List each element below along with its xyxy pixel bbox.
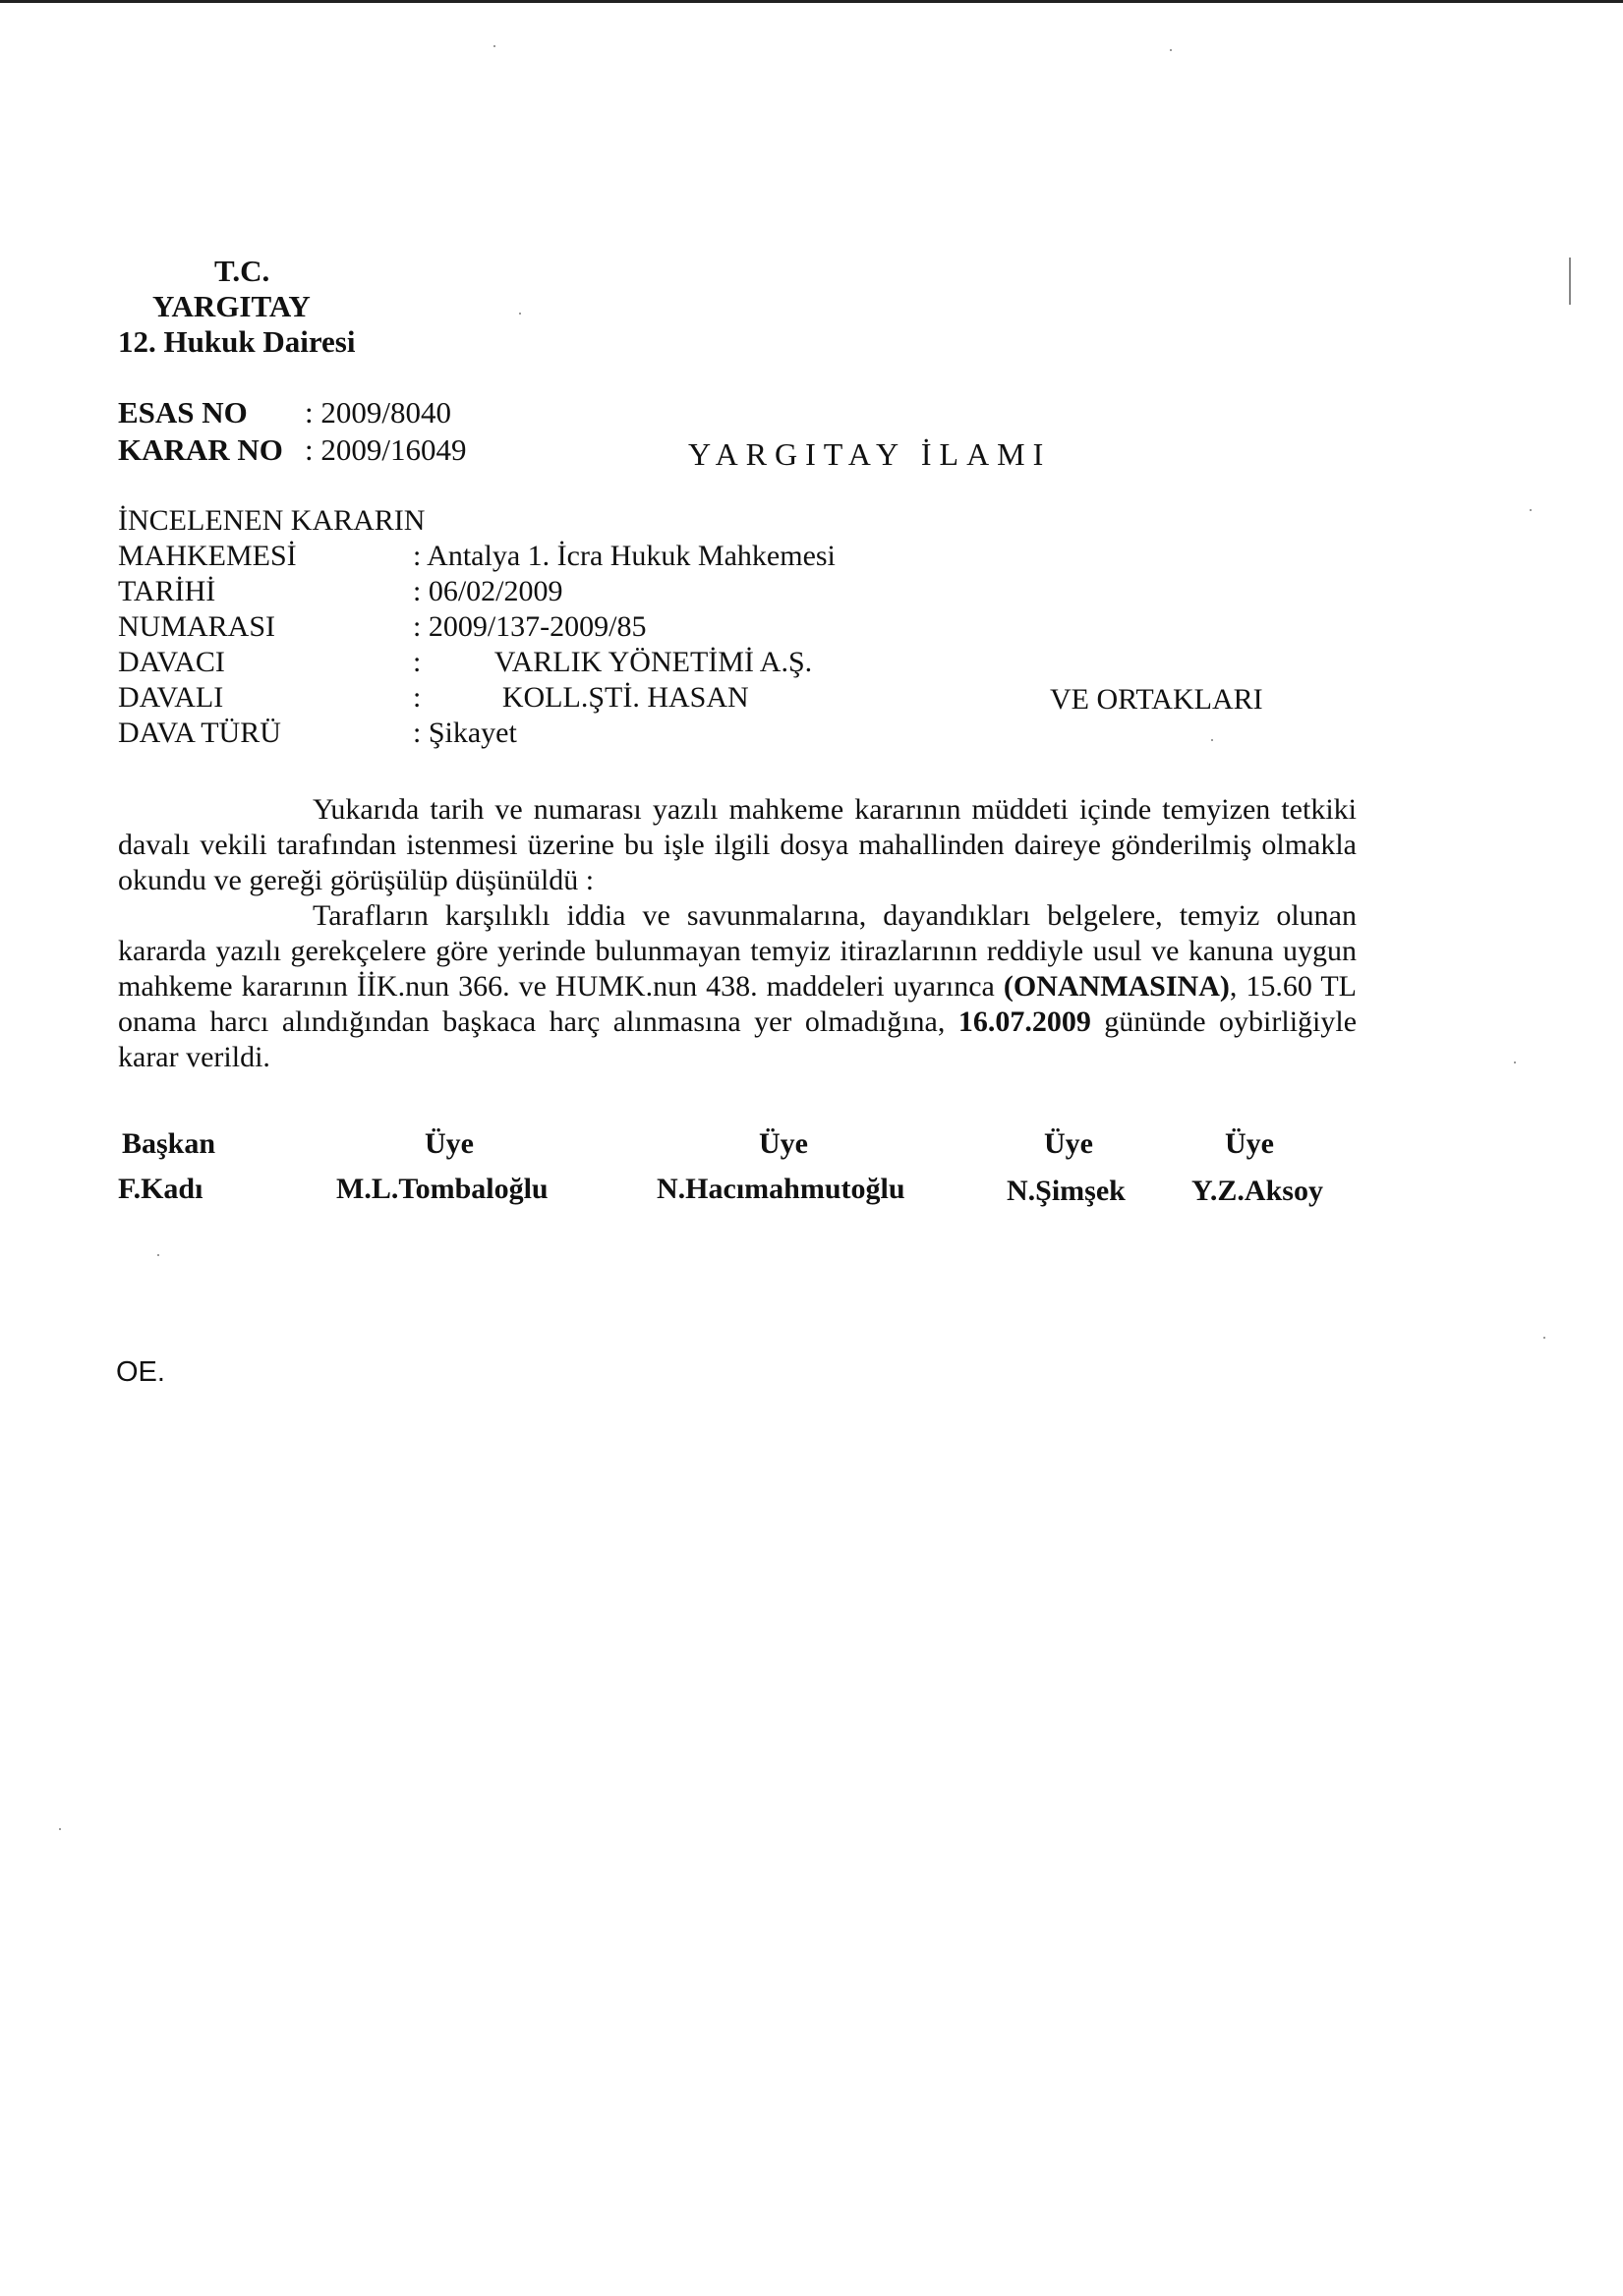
scan-speck bbox=[1530, 509, 1532, 511]
scan-speck bbox=[59, 1828, 61, 1830]
header-court: YARGITAY bbox=[152, 289, 311, 323]
onanmasina-text: (ONANMASINA) bbox=[1003, 970, 1230, 1003]
signature-title-uye-1: Üye bbox=[425, 1127, 474, 1160]
field-label-mahkemesi: MAHKEMESİ bbox=[118, 540, 297, 572]
decision-date: 16.07.2009 bbox=[957, 1005, 1091, 1038]
field-value-dava-turu: : Şikayet bbox=[413, 717, 517, 749]
scan-speck bbox=[157, 1254, 159, 1256]
scan-speck bbox=[1514, 1062, 1516, 1063]
signature-name-uye-3: N.Şimşek bbox=[1007, 1175, 1126, 1207]
field-value-davali: : KOLL.ŞTİ. HASAN bbox=[413, 681, 749, 714]
reviewed-heading: İNCELENEN KARARIN bbox=[118, 504, 426, 537]
body-para2-text-b: , 15.60 TL onama harcı alındığından başkaca harç alınmasına yer olmadığına, bbox=[118, 970, 1357, 1038]
body-para2-text-c: gününde oybirliğiyle karar verildi. bbox=[118, 1005, 1358, 1073]
signature-title-uye-3: Üye bbox=[1044, 1127, 1093, 1160]
scan-speck bbox=[519, 313, 521, 315]
field-value-davaci: : VARLIK YÖNETİMİ A.Ş. bbox=[413, 646, 813, 678]
header-country: T.C. bbox=[214, 254, 270, 288]
field-label-numarasi: NUMARASI bbox=[118, 610, 276, 643]
signature-title-uye-2: Üye bbox=[759, 1127, 808, 1160]
header-chamber: 12. Hukuk Dairesi bbox=[118, 324, 356, 359]
defendant-suffix: VE ORTAKLARI bbox=[1050, 683, 1263, 716]
field-label-davali: DAVALI bbox=[118, 681, 224, 714]
signature-name-uye-4: Y.Z.Aksoy bbox=[1191, 1175, 1323, 1207]
signature-title-baskan: Başkan bbox=[122, 1127, 216, 1160]
signature-name-uye-1: M.L.Tombaloğlu bbox=[336, 1173, 549, 1205]
signature-name-baskan: F.Kadı bbox=[118, 1173, 203, 1205]
scan-speck bbox=[1211, 739, 1213, 741]
scan-speck bbox=[493, 45, 495, 47]
esas-label: ESAS NO bbox=[118, 395, 248, 430]
field-value-mahkemesi: : Antalya 1. İcra Hukuk Mahkemesi bbox=[413, 540, 836, 572]
field-label-tarihi: TARİHİ bbox=[118, 575, 216, 607]
document-title: YARGITAY İLAMI bbox=[688, 436, 1052, 472]
scan-speck bbox=[1170, 49, 1172, 51]
decision-body bbox=[118, 792, 1357, 1075]
body-paragraph-1: Yukarıda tarih ve numarası yazılı mahkeme kararının müddeti içinde temyizen tetkiki davalı vekili tarafından istenmesi üzerine bu işle ilgili dosya mahallinden daireye gönderilmiş olmakla okundu ve gereği görüşülüp düşünüldü : bbox=[118, 793, 1357, 896]
karar-label: KARAR NO bbox=[118, 432, 283, 467]
esas-value: : 2009/8040 bbox=[305, 395, 451, 430]
typist-initials: OE. bbox=[116, 1356, 165, 1388]
field-value-tarihi: : 06/02/2009 bbox=[413, 575, 563, 607]
signature-title-uye-4: Üye bbox=[1225, 1127, 1274, 1160]
field-label-dava-turu: DAVA TÜRÜ bbox=[118, 717, 281, 749]
signature-name-uye-2: N.Hacımahmutoğlu bbox=[657, 1173, 905, 1205]
scan-speck bbox=[1543, 1337, 1545, 1339]
top-scan-border bbox=[0, 0, 1623, 3]
karar-value: : 2009/16049 bbox=[305, 432, 467, 467]
body-paragraph-2 bbox=[118, 898, 1357, 1075]
body-para2-text-a: Tarafların karşılıklı iddia ve savunmalarına, dayandıkları belgelere, temyiz olunan kararda yazılı gerekçelere göre yerinde bulunmayan temyiz itirazlarının reddiyle usul ve kanuna uygun mahkeme kararının İİK.nun 366. ve HUMK.nun 438. maddeleri uyarınca bbox=[118, 899, 1357, 1003]
field-label-davaci: DAVACI bbox=[118, 646, 225, 678]
field-value-numarasi: : 2009/137-2009/85 bbox=[413, 610, 647, 643]
scan-mark bbox=[1569, 258, 1571, 305]
